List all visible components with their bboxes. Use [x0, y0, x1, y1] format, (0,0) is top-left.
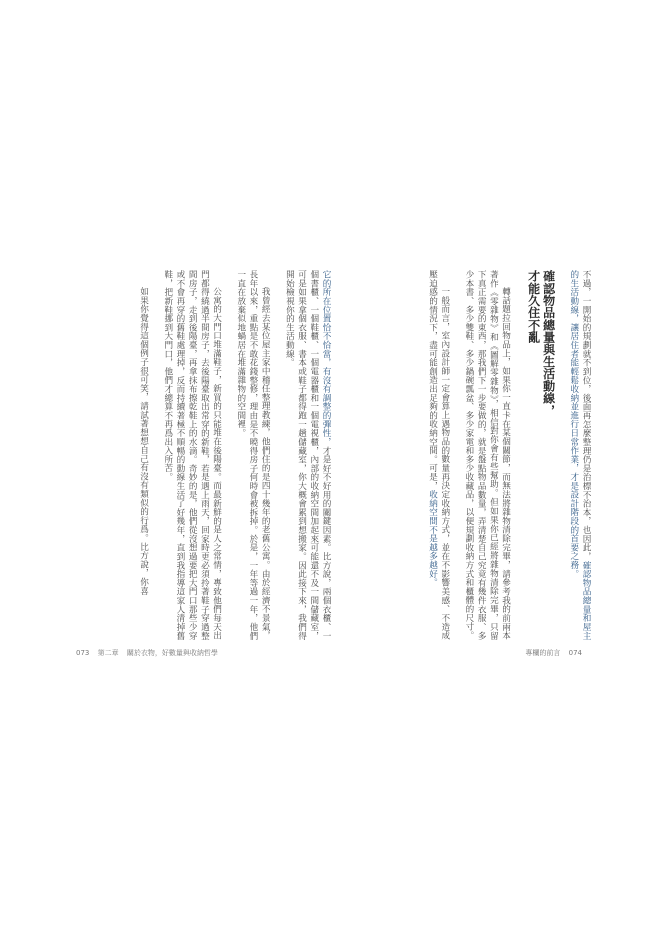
- right-page-text: [330, 270, 592, 640]
- section-heading-line-2: 才能久住不亂: [526, 270, 541, 344]
- right-para-2: 轉話題拉回物品上，如果你一直卡在某個關節，而無法將雜物清除完畢，請參考我的前兩本著作《零雜物》和《圖解零雜物》，相信對你會有些幫助。但如果你已經將雜物清除完畢，只留下真正需要的東西，那我們下一步要做的，就是盤點物品數量，弄清楚自己究竟有幾件衣服、多少本書、多少雙鞋、多少鍋碗瓢盆、多少家電和多少收藏品，以便規劃收納方式和櫃體的尺寸。: [463, 270, 511, 640]
- right-footer-section: 專欄的前言: [525, 649, 561, 657]
- right-para-1-body: 不過，一開始的規劃就不到位，後面再怎麼整理仍是治標不治本，也因此，: [581, 270, 591, 561]
- left-footer: [76, 648, 224, 658]
- section-heading: [526, 270, 556, 640]
- section-heading-line-1: 確認物品總量與生活動線，: [541, 270, 556, 417]
- right-para-1-highlight: 確認物品總量和屋主的生活動線，讓居住者能輕鬆收納並進行日常作業，才是設計階段的首要之務。: [568, 270, 591, 640]
- left-page-text: [72, 270, 332, 640]
- right-para-3: [426, 270, 450, 640]
- right-page: [330, 270, 592, 660]
- right-para-3-body: 一般而言，室內設計師一定會算上遇物品的數量再決定收納方式，並在不影響美感、不造成壓迫感的情況下，盡可能創造出足夠的收納空間。可是，: [427, 270, 450, 640]
- left-para-1-body: 才是好不好用的關鍵因素。比方說，兩個衣櫃、一個書櫃、一個鞋櫃、一個電器櫃和一個電視櫃，內部的收納空間加起來可能還不及一間儲藏室，可是如果拿個衣服、書本或鞋子都得跑一趟儲藏室，你大概會累到想搬家。因此接下來，我們得開始檢視你的生活動線。: [284, 270, 331, 641]
- left-para-4: 如果你覺得這個例子很可笑，請試著想想自己有沒有類似的行爲。比方說，你喜: [138, 287, 149, 596]
- left-para-2: 我曾經去某位屋主家中稽任整理教練，他們住的是四十幾年的老舊公寓。由於經濟不景氣，長年以來，重點是不敢花錢整修，理由是不曉得房子何時會被拆掉。於是，一年等過一年，他們一直在放棄似地蝸居在堆滿雜物的空間裡。: [235, 270, 271, 640]
- right-para-1: [568, 270, 592, 640]
- right-page-number: 074: [568, 649, 582, 657]
- left-page-number: 073: [76, 649, 90, 657]
- left-para-1-highlight: 它的所在位置恰不恰當，有沒有調整的彈性，: [321, 270, 331, 447]
- left-para-1: [283, 270, 332, 640]
- right-para-3-highlight: 收納空間不是越多越好。: [427, 490, 438, 587]
- right-footer: [525, 648, 588, 658]
- left-footer-title: 關於衣物，好數量與收納哲學: [126, 649, 218, 657]
- left-footer-chapter: 第二章: [97, 649, 119, 657]
- left-para-3: 公寓的大門口堆滿鞋子，新買的只能堆在後陽臺。而最新鮮的是人之常情，專致他們每天出門都得繞過半間房子，去後陽臺取出常穿的新鞋，若是遇上雨天，回家時更必須拎著鞋子穿過整間房子，走到後陽臺，再拿抹布擦乾鞋上的水滴。奇妙的是，他們從沒想過要把大門口那些少穿或不會再穿的舊鞋處理掉，反而持續著極不順暢的動線生活了好幾年，直到我指導這家人清掉舊鞋，把新鞋挪到大門口，他們才總算不再爲出入所苦。: [162, 270, 222, 640]
- left-page: [72, 270, 332, 660]
